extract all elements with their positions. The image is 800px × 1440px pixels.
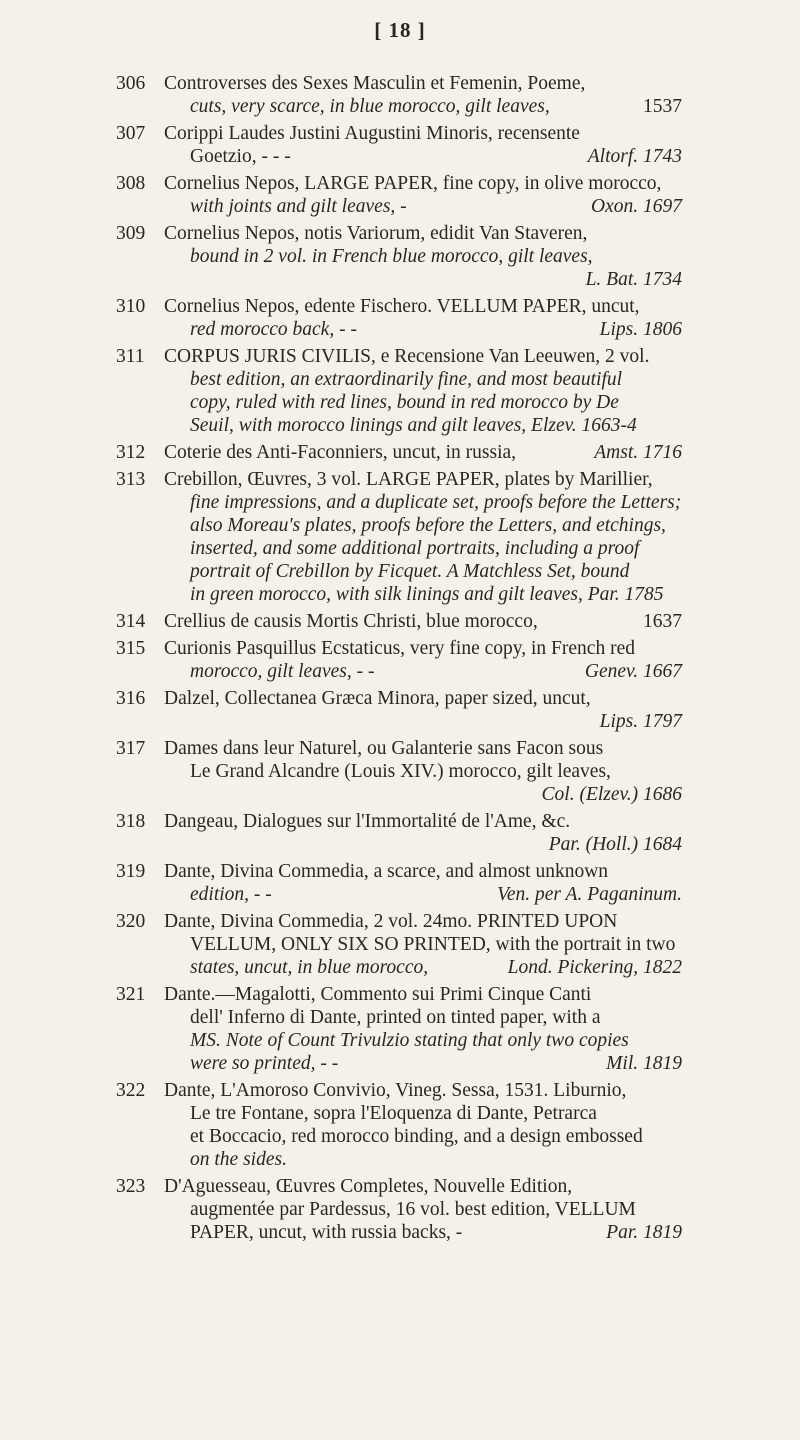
entry-title: Controverses des Sexes Masculin et Femenin, Poeme,: [164, 73, 586, 94]
lot-number: 309: [116, 223, 146, 244]
catalog-entry: [0, 345, 800, 437]
entry-line: [0, 122, 800, 145]
page-number: [ 18 ]: [374, 18, 426, 42]
entry-title: Dames dans leur Naturel, ou Galanterie sans Facon sous: [164, 738, 604, 759]
entry-title: Crebillon, Œuvres, 3 vol. LARGE PAPER, plates by Marillier,: [164, 469, 653, 490]
imprint-date: Lips. 1797: [599, 711, 682, 732]
entry-line: [0, 345, 800, 368]
entry-line: [0, 491, 800, 514]
entry-description: also Moreau's plates, proofs before the Letters, and etchings,: [190, 515, 666, 536]
imprint-date: Altorf. 1743: [587, 146, 682, 167]
catalog-entry: [0, 637, 800, 683]
entry-description: augmentée par Pardessus, 16 vol. best edition, VELLUM: [190, 1199, 636, 1220]
catalog-entry: [0, 910, 800, 979]
entry-description: were so printed, - -: [190, 1053, 339, 1074]
entry-line: [0, 1006, 800, 1029]
entry-description: copy, ruled with red lines, bound in red morocco by De: [190, 392, 619, 413]
entry-description: bound in 2 vol. in French blue morocco, gilt leaves,: [190, 246, 593, 267]
entry-description: red morocco back, - -: [190, 319, 357, 340]
entry-line: [0, 318, 800, 341]
imprint-date: Lond. Pickering, 1822: [507, 957, 682, 978]
entry-line: [0, 391, 800, 414]
entry-title: Dante.—Magalotti, Commento sui Primi Cinque Canti: [164, 984, 592, 1005]
entry-title: Corippi Laudes Justini Augustini Minoris, recensente: [164, 123, 580, 144]
entry-line: [0, 883, 800, 906]
catalog-list: [0, 72, 800, 1244]
entry-description: Le tre Fontane, sopra l'Eloquenza di Dante, Petrarca: [190, 1103, 597, 1124]
catalog-entry: [0, 983, 800, 1075]
catalog-entry: [0, 687, 800, 733]
entry-description: cuts, very scarce, in blue morocco, gilt leaves,: [190, 96, 550, 117]
entry-line: [0, 468, 800, 491]
entry-line: [0, 1052, 800, 1075]
entry-line: [0, 610, 800, 633]
catalog-entry: [0, 72, 800, 118]
lot-number: 319: [116, 861, 146, 882]
lot-number: 316: [116, 688, 146, 709]
entry-line: [0, 414, 800, 437]
entry-line: [0, 1079, 800, 1102]
entry-line: [0, 860, 800, 883]
imprint-date: 1637: [643, 611, 682, 632]
entry-line: [0, 245, 800, 268]
entry-description: VELLUM, ONLY SIX SO PRINTED, with the portrait in two: [190, 934, 676, 955]
entry-line: [0, 441, 800, 464]
catalog-entry: [0, 468, 800, 606]
entry-description: Le Grand Alcandre (Louis XIV.) morocco, gilt leaves,: [190, 761, 611, 782]
catalog-entry: [0, 737, 800, 806]
lot-number: 317: [116, 738, 146, 759]
lot-number: 323: [116, 1176, 146, 1197]
entry-line: [0, 72, 800, 95]
entry-line: [0, 1102, 800, 1125]
entry-title: Cornelius Nepos, notis Variorum, edidit Van Staveren,: [164, 223, 588, 244]
entry-line: [0, 222, 800, 245]
entry-title: Dante, L'Amoroso Convivio, Vineg. Sessa, 1531. Liburnio,: [164, 1080, 627, 1101]
entry-line: [0, 783, 800, 806]
entry-description: edition, - -: [190, 884, 272, 905]
entry-line: [0, 1221, 800, 1244]
entry-line: [0, 833, 800, 856]
lot-number: 308: [116, 173, 146, 194]
lot-number: 312: [116, 442, 146, 463]
entry-line: [0, 368, 800, 391]
catalog-entry: [0, 1079, 800, 1171]
imprint-date: Mil. 1819: [606, 1053, 682, 1074]
entry-title: Crellius de causis Mortis Christi, blue morocco,: [164, 611, 538, 632]
lot-number: 318: [116, 811, 146, 832]
entry-title: Coterie des Anti-Faconniers, uncut, in russia,: [164, 442, 517, 463]
imprint-date: Par. 1819: [606, 1222, 682, 1243]
entry-description: portrait of Crebillon by Ficquet. A Matchless Set, bound: [190, 561, 630, 582]
entry-line: [0, 933, 800, 956]
imprint-date: 1537: [643, 96, 682, 117]
entry-line: [0, 514, 800, 537]
catalog-entry: [0, 1175, 800, 1244]
entry-line: [0, 810, 800, 833]
entry-title: Dante, Divina Commedia, a scarce, and almost unknown: [164, 861, 609, 882]
entry-line: [0, 560, 800, 583]
lot-number: 321: [116, 984, 146, 1005]
catalog-entry: [0, 172, 800, 218]
entry-description: dell' Inferno di Dante, printed on tinted paper, with a: [190, 1007, 601, 1028]
entry-line: [0, 268, 800, 291]
lot-number: 311: [116, 346, 145, 367]
entry-description: Goetzio, - - -: [190, 146, 291, 167]
lot-number: 307: [116, 123, 146, 144]
entry-description: in green morocco, with silk linings and gilt leaves, Par. 1785: [190, 584, 664, 605]
lot-number: 320: [116, 911, 146, 932]
entry-line: [0, 1125, 800, 1148]
imprint-date: L. Bat. 1734: [585, 269, 682, 290]
entry-description: PAPER, uncut, with russia backs, -: [190, 1222, 463, 1243]
entry-description: fine impressions, and a duplicate set, proofs before the Letters;: [190, 492, 682, 513]
entry-description: best edition, an extraordinarily fine, and most beautiful: [190, 369, 623, 390]
imprint-date: Col. (Elzev.) 1686: [541, 784, 682, 805]
entry-description: MS. Note of Count Trivulzio stating that only two copies: [190, 1030, 629, 1051]
entry-line: [0, 660, 800, 683]
entry-title: Cornelius Nepos, edente Fischero. VELLUM PAPER, uncut,: [164, 296, 640, 317]
entry-line: [0, 687, 800, 710]
entry-line: [0, 983, 800, 1006]
entry-line: [0, 760, 800, 783]
catalog-entry: [0, 810, 800, 856]
entry-title: Dalzel, Collectanea Græca Minora, paper sized, uncut,: [164, 688, 591, 709]
lot-number: 306: [116, 73, 146, 94]
entry-line: [0, 710, 800, 733]
catalog-entry: [0, 122, 800, 168]
imprint-date: Par. (Holl.) 1684: [548, 834, 682, 855]
entry-line: [0, 145, 800, 168]
entry-title: D'Aguesseau, Œuvres Completes, Nouvelle Edition,: [164, 1176, 573, 1197]
entry-line: [0, 95, 800, 118]
entry-line: [0, 1148, 800, 1171]
entry-description: on the sides.: [190, 1149, 287, 1170]
entry-line: [0, 1175, 800, 1198]
lot-number: 322: [116, 1080, 146, 1101]
lot-number: 314: [116, 611, 146, 632]
catalog-entry: [0, 295, 800, 341]
entry-title: Curionis Pasquillus Ecstaticus, very fine copy, in French red: [164, 638, 635, 659]
entry-line: [0, 172, 800, 195]
entry-line: [0, 910, 800, 933]
entry-title: Dangeau, Dialogues sur l'Immortalité de l'Ame, &c.: [164, 811, 571, 832]
entry-description: et Boccacio, red morocco binding, and a design embossed: [190, 1126, 643, 1147]
catalog-entry: [0, 222, 800, 291]
entry-description: with joints and gilt leaves, -: [190, 196, 407, 217]
entry-title: CORPUS JURIS CIVILIS, e Recensione Van Leeuwen, 2 vol.: [164, 346, 650, 367]
entry-description: Seuil, with morocco linings and gilt leaves, Elzev. 1663-4: [190, 415, 637, 436]
entry-title: Cornelius Nepos, LARGE PAPER, fine copy, in olive morocco,: [164, 173, 662, 194]
entry-description: states, uncut, in blue morocco,: [190, 957, 429, 978]
entry-line: [0, 195, 800, 218]
imprint-date: Oxon. 1697: [591, 196, 682, 217]
entry-line: [0, 583, 800, 606]
lot-number: 313: [116, 469, 146, 490]
imprint-date: Lips. 1806: [599, 319, 682, 340]
entry-line: [0, 537, 800, 560]
lot-number: 310: [116, 296, 146, 317]
entry-line: [0, 295, 800, 318]
imprint-date: Ven. per A. Paganinum.: [497, 884, 682, 905]
catalog-entry: [0, 860, 800, 906]
catalog-entry: [0, 441, 800, 464]
imprint-date: Amst. 1716: [594, 442, 682, 463]
imprint-date: Genev. 1667: [584, 661, 682, 682]
entry-line: [0, 1029, 800, 1052]
entry-line: [0, 1198, 800, 1221]
lot-number: 315: [116, 638, 146, 659]
entry-description: inserted, and some additional portraits, including a proof: [190, 538, 640, 559]
entry-line: [0, 737, 800, 760]
entry-title: Dante, Divina Commedia, 2 vol. 24mo. PRINTED UPON: [164, 911, 618, 932]
entry-line: [0, 637, 800, 660]
entry-description: morocco, gilt leaves, - -: [190, 661, 375, 682]
catalog-entry: [0, 610, 800, 633]
entry-line: [0, 956, 800, 979]
